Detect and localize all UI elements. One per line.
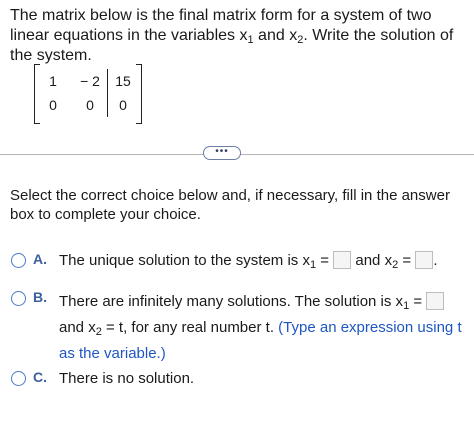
choice-a-text: The unique solution to the system is $x_1$ = and $x_2$ = . [59,252,438,271]
choice-b-text: There are infinitely many solutions. The solution is $x_1$ = and $x_2 = t$, for any real number t. (Type an expression using t as the variable.) [59,293,462,362]
matrix-cell: 15 [115,73,131,89]
x1-expression-box[interactable] [426,292,444,310]
matrix-cell: 0 [86,97,94,113]
matrix-cell: 1 [49,73,57,89]
matrix-right-bracket [136,64,142,124]
choice-c-text: There is no solution. [59,370,195,387]
x2-answer-box[interactable] [415,251,433,269]
choice-a-radio[interactable] [11,253,26,268]
augmented-matrix [34,64,142,122]
format-hint: (Type an expression using t as the variable.) [59,319,462,362]
x1-answer-box[interactable] [333,251,351,269]
augmentation-line [107,69,108,117]
matrix-cell: − 2 [80,73,100,89]
choice-c-radio[interactable] [11,371,26,386]
choice-a-letter: A. [33,251,47,267]
choice-b-letter: B. [33,289,47,305]
matrix-cell: 0 [49,97,57,113]
expand-button[interactable]: ••• [203,146,241,160]
question-text: The matrix below is the final matrix form for a system of two linear equations in the variables $x_1$ and $x_2$. Write the solution of the system. [10,7,454,64]
choice-b-radio[interactable] [11,291,26,306]
matrix-cell: 0 [119,97,127,113]
instruction-text: Select the correct choice below and, if necessary, fill in the answer box to complete your choice. [10,187,450,223]
choice-c-letter: C. [33,369,47,385]
